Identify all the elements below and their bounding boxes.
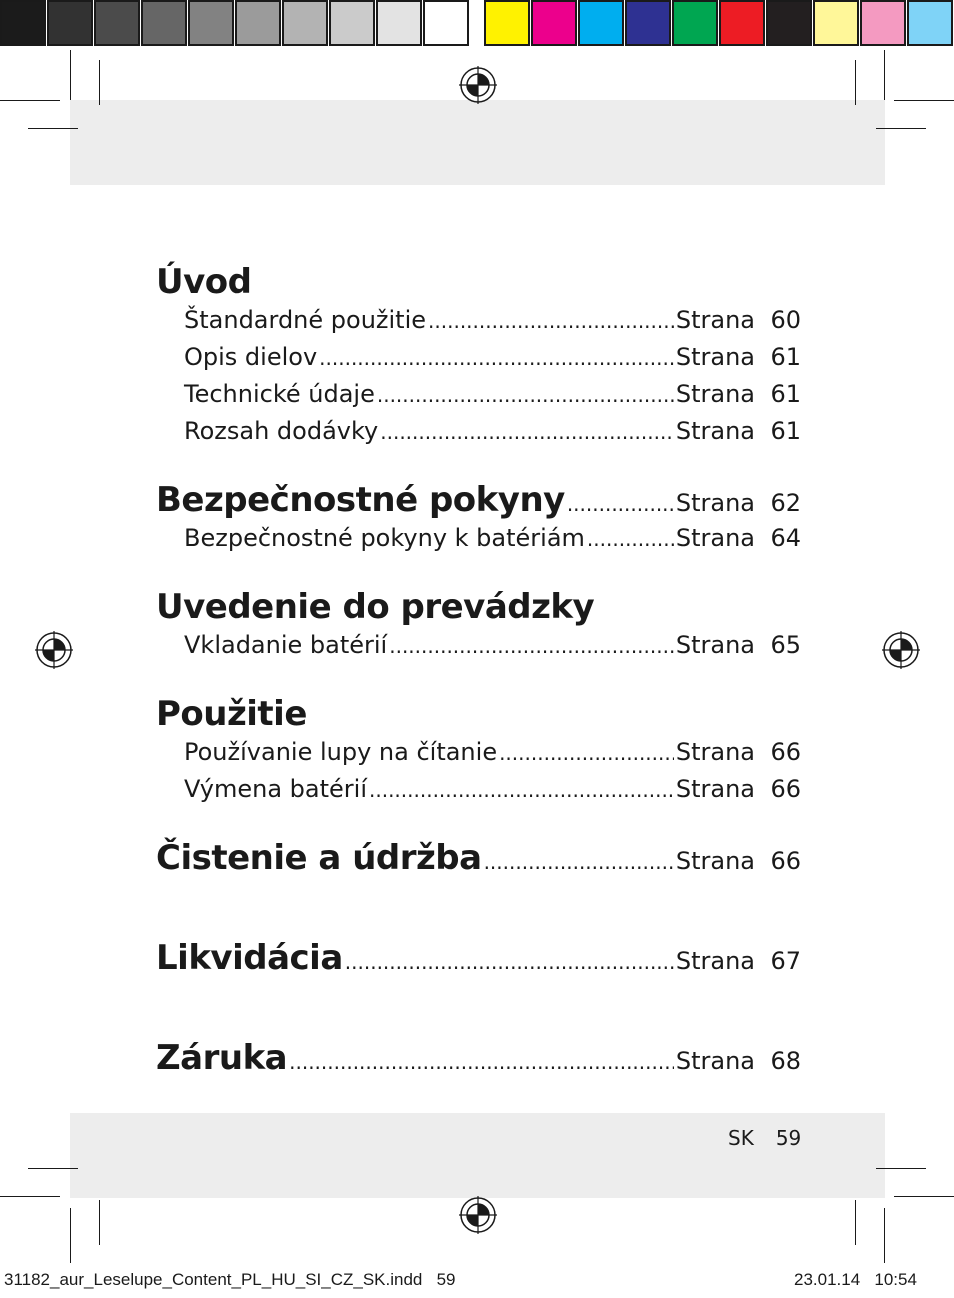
registration-mark-top-icon: [459, 66, 497, 104]
toc-page-ref: [676, 417, 801, 445]
page-word: Strana: [675, 417, 755, 445]
table-of-contents: [156, 262, 801, 1112]
toc-section: [156, 587, 801, 668]
page-word: Strana: [675, 524, 755, 552]
page-word: Strana: [675, 380, 755, 408]
page-num: 67: [770, 947, 801, 975]
toc-entry: [156, 417, 801, 454]
page-footer: [728, 1126, 801, 1150]
dot-leader: [567, 492, 674, 516]
toc-page-ref: [676, 738, 801, 766]
entry-label: Výmena batérií: [184, 775, 367, 803]
dot-leader: [319, 346, 674, 370]
dot-leader: [377, 383, 674, 407]
page-word: Strana: [675, 947, 755, 975]
page-word: Strana: [675, 306, 755, 334]
toc-page-ref: [676, 1047, 801, 1075]
entry-label: Rozsah dodávky: [184, 417, 379, 445]
page-num: 68: [770, 1047, 801, 1075]
toc-heading: [156, 694, 801, 738]
gray-swatch: [282, 0, 328, 46]
toc-entry: [156, 775, 801, 812]
toc-section: [156, 694, 801, 812]
toc-page-ref: [676, 775, 801, 803]
gray-swatch: [235, 0, 281, 46]
dot-leader: [484, 850, 674, 874]
toc-entry: [156, 738, 801, 775]
color-swatch: [625, 0, 671, 46]
color-swatch: [531, 0, 577, 46]
page-num: 66: [770, 847, 801, 875]
entry-label: Opis dielov: [184, 343, 318, 371]
toc-heading: [156, 1038, 801, 1112]
gray-swatch: [188, 0, 234, 46]
gray-scale-bar: [0, 0, 470, 50]
page-num: 61: [770, 380, 801, 408]
entry-label: Používanie lupy na čítanie: [184, 738, 498, 766]
slug-date: 23.01.14: [794, 1270, 861, 1289]
toc-section: [156, 262, 801, 454]
toc-heading: [156, 262, 801, 306]
slug-file: 31182_aur_Leselupe_Content_PL_HU_SI_CZ_SK.indd: [4, 1270, 423, 1289]
page-num: 65: [770, 631, 801, 659]
section-title: Likvidácia: [156, 938, 343, 978]
gray-swatch: [94, 0, 140, 46]
section-title: Bezpečnostné pokyny: [156, 480, 565, 520]
slug-page: 59: [436, 1270, 456, 1289]
gray-swatch: [423, 0, 469, 46]
dot-leader: [428, 309, 674, 333]
toc-section: [156, 938, 801, 1012]
toc-section: [156, 1038, 801, 1112]
slug-time: 10:54: [874, 1270, 917, 1289]
toc-heading: [156, 587, 801, 631]
page-word: Strana: [675, 738, 755, 766]
color-swatch: [578, 0, 624, 46]
gray-swatch: [376, 0, 422, 46]
toc-entry: [156, 380, 801, 417]
dot-leader: [499, 741, 674, 765]
section-title: Uvedenie do prevádzky: [156, 587, 595, 627]
registration-mark-bottom-icon: [459, 1196, 497, 1234]
toc-entry: [156, 343, 801, 380]
toc-heading: [156, 838, 801, 912]
dot-leader: [389, 634, 674, 658]
section-title: Čistenie a údržba: [156, 838, 482, 878]
toc-page-ref: [676, 947, 801, 975]
page-number: 59: [775, 1126, 802, 1150]
toc-page-ref: [676, 380, 801, 408]
gray-swatch: [141, 0, 187, 46]
entry-label: Technické údaje: [184, 380, 375, 408]
process-color-bar: [484, 0, 954, 50]
section-title: Použitie: [156, 694, 307, 734]
toc-entry: [156, 631, 801, 668]
slug-timestamp: [794, 1270, 917, 1290]
dot-leader: [345, 950, 674, 974]
section-title: Úvod: [156, 262, 252, 302]
color-swatch: [484, 0, 530, 46]
page-word: Strana: [675, 631, 755, 659]
page-num: 62: [770, 489, 801, 517]
toc-section: [156, 838, 801, 912]
section-title: Záruka: [156, 1038, 288, 1078]
page-num: 66: [770, 775, 801, 803]
toc-page-ref: [676, 847, 801, 875]
entry-label: Štandardné použitie: [184, 306, 427, 334]
page-word: Strana: [675, 847, 755, 875]
toc-page-ref: [676, 489, 801, 517]
dot-leader: [587, 527, 674, 551]
dot-leader: [289, 1050, 674, 1074]
toc-page-ref: [676, 631, 801, 659]
toc-page-ref: [676, 524, 801, 552]
toc-heading: [156, 480, 801, 524]
color-swatch: [813, 0, 859, 46]
dot-leader: [380, 420, 674, 444]
page-word: Strana: [675, 775, 755, 803]
color-swatch: [907, 0, 953, 46]
header-band: [70, 100, 885, 185]
color-swatch: [719, 0, 765, 46]
toc-page-ref: [676, 343, 801, 371]
color-swatch: [766, 0, 812, 46]
toc-section: [156, 480, 801, 561]
dot-leader: [369, 778, 674, 802]
gray-swatch: [329, 0, 375, 46]
page-num: 64: [770, 524, 801, 552]
language-code: SK: [728, 1126, 754, 1150]
gray-swatch: [47, 0, 93, 46]
toc-page-ref: [676, 306, 801, 334]
registration-mark-left-icon: [35, 631, 73, 669]
toc-heading: [156, 938, 801, 1012]
gray-swatch: [0, 0, 46, 46]
page-num: 61: [770, 343, 801, 371]
page-num: 66: [770, 738, 801, 766]
slug-filename: [4, 1270, 455, 1290]
page-num: 61: [770, 417, 801, 445]
page-num: 60: [770, 306, 801, 334]
toc-entry: [156, 524, 801, 561]
page-word: Strana: [675, 343, 755, 371]
color-swatch: [860, 0, 906, 46]
entry-label: Vkladanie batérií: [184, 631, 388, 659]
toc-entry: [156, 306, 801, 343]
entry-label: Bezpečnostné pokyny k batériám: [184, 524, 585, 552]
page-word: Strana: [675, 489, 755, 517]
color-swatch: [672, 0, 718, 46]
registration-mark-right-icon: [882, 631, 920, 669]
page-word: Strana: [675, 1047, 755, 1075]
